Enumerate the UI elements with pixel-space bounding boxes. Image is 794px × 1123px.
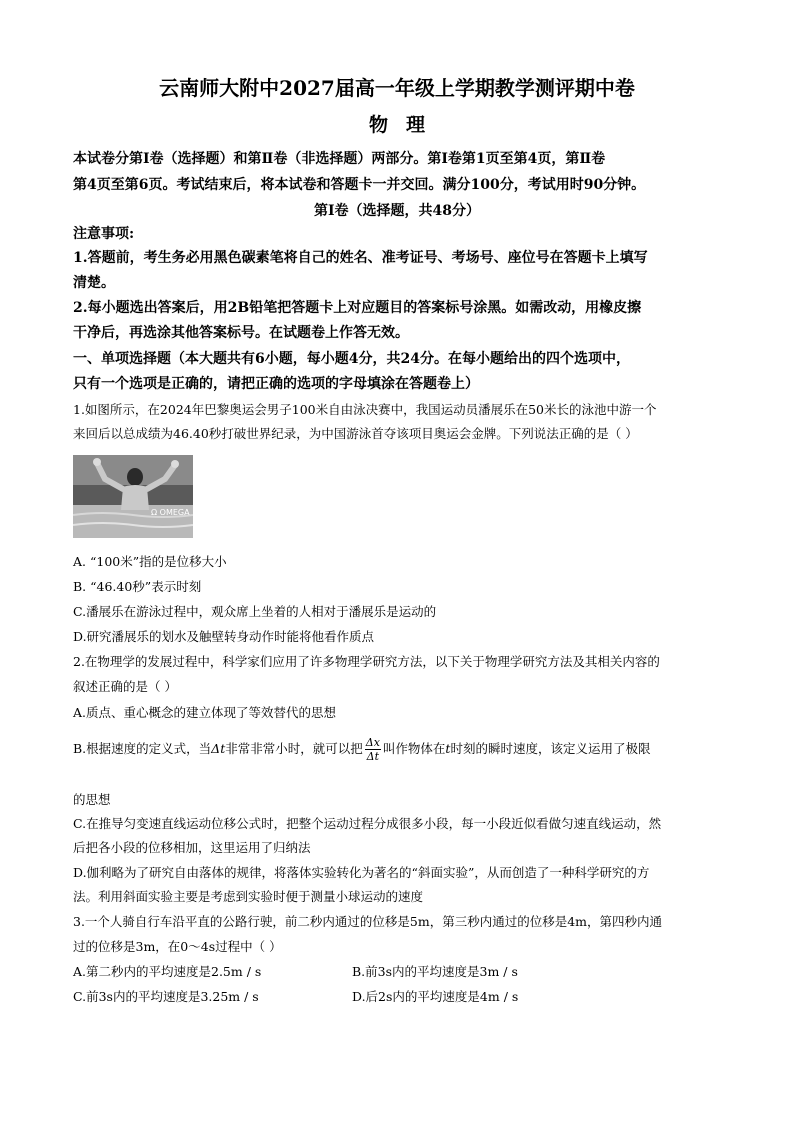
fraction-denominator: Δt <box>366 750 380 763</box>
q2-option-b-line-1 <box>73 736 650 763</box>
q2-b-t: t <box>445 741 451 756</box>
q1-stem-line-2: 来回后以总成绩为46.40秒打破世界纪录，为中国游泳首夺该项目奥运会金牌。下列说法正确的是（ ） <box>73 426 638 441</box>
q2-stem-line-1: 2.在物理学的发展过程中，科学家们应用了许多物理学研究方法，以下关于物理学研究方法及其相关内容的 <box>73 654 660 669</box>
q3-stem-line-2: 过的位移是3m，在0～4s过程中（ ） <box>73 939 282 954</box>
subject-title: 物理 <box>368 114 443 136</box>
q2-option-c-line-2: 后把各小段的位移相加，这里运用了归纳法 <box>73 840 311 855</box>
q1-stem-line-1: 1.如图所示，在2024年巴黎奥运会男子100米自由泳决赛中，我国运动员潘展乐在50米长的泳池中游一个 <box>73 402 657 417</box>
note-1-line-2: 清楚。 <box>73 275 115 291</box>
q2-b-text-3: 叫作物体在 <box>382 741 446 756</box>
q1-option-a: A. “100米”指的是位移大小 <box>73 554 227 569</box>
q2-b-text-1: B.根据速度的定义式，当 <box>73 741 212 756</box>
q1-option-c: C.潘展乐在游泳过程中，观众席上坐着的人相对于潘展乐是运动的 <box>73 604 437 619</box>
q2-b-fraction <box>365 736 381 763</box>
q2-option-d-line-1: D.伽利略为了研究自由落体的规律，将落体实验转化为著名的“斜面实验”，从而创造了一种科学研究的方 <box>73 865 650 880</box>
q3-option-d: D.后2s内的平均速度是4m / s <box>352 989 519 1004</box>
q3-option-b: B.前3s内的平均速度是3m / s <box>352 964 518 979</box>
q1-option-d: D.研究潘展乐的划水及触壁转身动作时能将他看作质点 <box>73 629 375 644</box>
omega-logo-text: Ω OMEGA <box>151 508 190 517</box>
swimmer-photo <box>73 455 193 538</box>
q2-option-d-line-2: 法。利用斜面实验主要是考虑到实验时便于测量小球运动的速度 <box>73 889 424 904</box>
q2-option-b-line-2: 的思想 <box>73 792 111 807</box>
q2-b-delta-t: Δt <box>211 741 226 756</box>
intro-line-2: 第4页至第6页。考试结束后，将本试卷和答题卡一并交回。满分100分，考试用时90分钟。 <box>73 177 646 193</box>
q3-option-c: C.前3s内的平均速度是3.25m / s <box>73 989 259 1004</box>
q2-option-c-line-1: C.在推导匀变速直线运动位移公式时，把整个运动过程分成很多小段，每一小段近似看做匀速直线运动，然 <box>73 816 662 831</box>
swimmer-photo-drawing <box>73 455 193 538</box>
q3-stem-line-1: 3.一个人骑自行车沿平直的公路行驶，前二秒内通过的位移是5m，第三秒内通过的位移是4m，第四秒内通 <box>73 914 663 929</box>
q3-option-a: A.第二秒内的平均速度是2.5m / s <box>73 964 262 979</box>
section1-line-2: 只有一个选项是正确的，请把正确的选项的字母填涂在答题卷上） <box>73 376 479 392</box>
exam-title: 云南师大附中2027届高一年级上学期教学测评期中卷 <box>159 76 635 100</box>
intro-line-1: 本试卷分第Ⅰ卷（选择题）和第Ⅱ卷（非选择题）两部分。第Ⅰ卷第1页至第4页，第Ⅱ卷 <box>73 151 606 167</box>
q1-option-b: B. “46.40秒”表示时刻 <box>73 579 202 594</box>
q2-b-text-2: 非常非常小时，就可以把 <box>225 741 363 756</box>
notes-heading: 注意事项: <box>73 226 135 242</box>
note-2-line-1: 2.每小题选出答案后，用2B铅笔把答题卡上对应题目的答案标号涂黑。如需改动，用橡皮擦 <box>73 300 642 316</box>
note-1-line-1: 1.答题前，考生务必用黑色碳素笔将自己的姓名、准考证号、考场号、座位号在答题卡上填写 <box>73 250 648 266</box>
part1-heading: 第Ⅰ卷（选择题，共48分） <box>313 203 481 219</box>
q2-b-text-4: 时刻的瞬时速度，该定义运用了极限 <box>450 741 651 756</box>
section1-line-1: 一、单项选择题（本大题共有6小题，每小题4分，共24分。在每小题给出的四个选项中， <box>73 351 630 367</box>
fraction-numerator: Δx <box>365 736 380 749</box>
q2-option-a: A.质点、重心概念的建立体现了等效替代的思想 <box>73 705 337 720</box>
note-2-line-2: 干净后，再选涂其他答案标号。在试题卷上作答无效。 <box>73 325 409 341</box>
q2-stem-line-2: 叙述正确的是（ ） <box>73 679 177 694</box>
